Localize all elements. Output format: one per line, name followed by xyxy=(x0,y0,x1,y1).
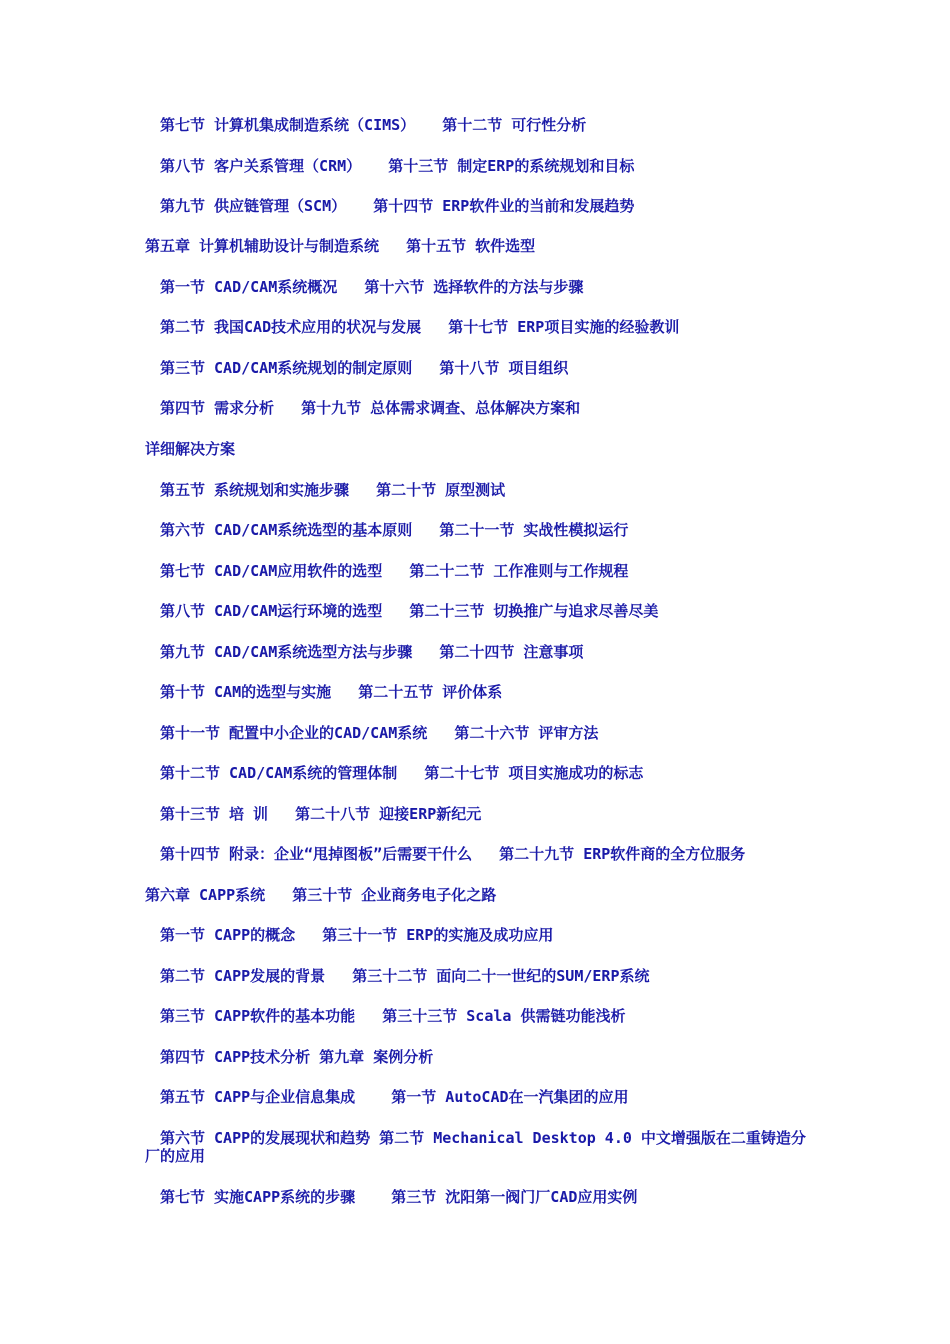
toc-section-line: 第十四节 附录：企业“甩掉图板”后需要干什么 第二十九节 ERP软件商的全方位服务 xyxy=(160,845,746,863)
toc-chapter-line: 详细解决方案 xyxy=(145,440,236,458)
toc-section-line: 第四节 需求分析 第十九节 总体需求调查、总体解决方案和 xyxy=(160,399,581,417)
toc-section-line: 第七节 实施CAPP系统的步骤 第三节 沈阳第一阀门厂CAD应用实例 xyxy=(160,1188,638,1206)
toc-section-line: 第九节 CAD/CAM系统选型方法与步骤 第二十四节 注意事项 xyxy=(160,643,584,661)
toc-section-line: 第十一节 配置中小企业的CAD/CAM系统 第二十六节 评审方法 xyxy=(160,724,599,742)
toc-section-line: 第二节 我国CAD技术应用的状况与发展 第十七节 ERP项目实施的经验教训 xyxy=(160,318,680,336)
toc-section-line: 第五节 系统规划和实施步骤 第二十节 原型测试 xyxy=(160,481,506,499)
toc-section-line: 第八节 客户关系管理（CRM） 第十三节 制定ERP的系统规划和目标 xyxy=(160,157,635,175)
toc-section-line: 第七节 计算机集成制造系统（CIMS） 第十二节 可行性分析 xyxy=(160,116,587,134)
toc-section-line: 第六节 CAD/CAM系统选型的基本原则 第二十一节 实战性模拟运行 xyxy=(160,521,629,539)
toc-section-line: 第一节 CAPP的概念 第三十一节 ERP的实施及成功应用 xyxy=(160,926,554,944)
toc-section-line: 第十节 CAM的选型与实施 第二十五节 评价体系 xyxy=(160,683,503,701)
toc-chapter-line: 第六章 CAPP系统 第三十节 企业商务电子化之路 xyxy=(145,886,497,904)
toc-section-line: 第八节 CAD/CAM运行环境的选型 第二十三节 切换推广与追求尽善尽美 xyxy=(160,602,659,620)
toc-section-line: 第五节 CAPP与企业信息集成 第一节 AutoCAD在一汽集团的应用 xyxy=(160,1088,629,1106)
toc-section-line: 第二节 CAPP发展的背景 第三十二节 面向二十一世纪的SUM/ERP系统 xyxy=(160,967,650,985)
toc-section-line: 第十三节 培 训 第二十八节 迎接ERP新纪元 xyxy=(160,805,482,823)
toc-section-line: 第四节 CAPP技术分析 第九章 案例分析 xyxy=(160,1048,434,1066)
toc-section-line: 第七节 CAD/CAM应用软件的选型 第二十二节 工作准则与工作规程 xyxy=(160,562,629,580)
toc-chapter-line: 第五章 计算机辅助设计与制造系统 第十五节 软件选型 xyxy=(145,237,536,255)
toc-section-line: 第三节 CAD/CAM系统规划的制定原则 第十八节 项目组织 xyxy=(160,359,569,377)
toc-section-line: 第三节 CAPP软件的基本功能 第三十三节 Scala 供需链功能浅析 xyxy=(160,1007,626,1025)
toc-section-line: 第一节 CAD/CAM系统概况 第十六节 选择软件的方法与步骤 xyxy=(160,278,584,296)
toc-section-line: 第六节 CAPP的发展现状和趋势 第二节 Mechanical Desktop 4.0 中文增强版在二重铸造分厂的应用 xyxy=(145,1129,806,1165)
toc-section-line: 第九节 供应链管理（SCM） 第十四节 ERP软件业的当前和发展趋势 xyxy=(160,197,635,215)
toc-section-line: 第十二节 CAD/CAM系统的管理体制 第二十七节 项目实施成功的标志 xyxy=(160,764,644,782)
